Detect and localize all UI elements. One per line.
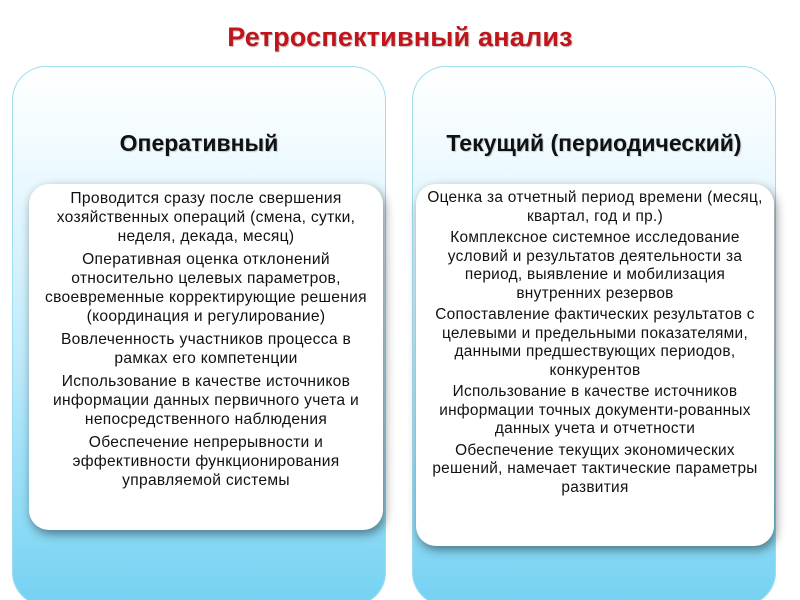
slide-title: Ретроспективный анализ xyxy=(227,22,573,52)
operational-item: Оперативная оценка отклонений относительно целевых параметров, своевременные корректирующие решения (координация и регулирование) xyxy=(45,251,367,325)
periodic-item: Оценка за отчетный период времени (месяц, квартал, год и пр.) xyxy=(427,189,763,225)
operational-item: Использование в качестве источников информации данных первичного учета и непосредственного наблюдения xyxy=(52,373,359,428)
periodic-item: Сопоставление фактических результатов с целевыми и предельными показателями, данными предшествующих периодов, конкурентов xyxy=(435,306,755,379)
operational-panel xyxy=(12,66,386,600)
operational-item: Вовлеченность участников процесса в рамках его компетенции xyxy=(60,331,352,367)
periodic-item: Комплексное системное исследование условий и результатов деятельности за период, выявление и мобилизация внутренних резервов xyxy=(447,229,743,302)
operational-card xyxy=(29,184,383,530)
periodic-item: Обеспечение текущих экономических решений, намечает тактические параметры развития xyxy=(432,441,758,496)
operational-item: Проводится сразу после свершения хозяйственных операций (смена, сутки, неделя, декада, месяц) xyxy=(56,190,356,245)
operational-heading: Оперативный xyxy=(119,130,279,156)
operational-item: Обеспечение непрерывности и эффективности функционирования управляемой системы xyxy=(72,434,340,489)
periodic-panel xyxy=(412,66,776,600)
periodic-item: Использование в качестве источников информации точных документи-рованных данных учета и отчетности xyxy=(439,383,751,437)
periodic-heading: Текущий (периодический) xyxy=(446,130,742,156)
periodic-card xyxy=(416,184,774,546)
